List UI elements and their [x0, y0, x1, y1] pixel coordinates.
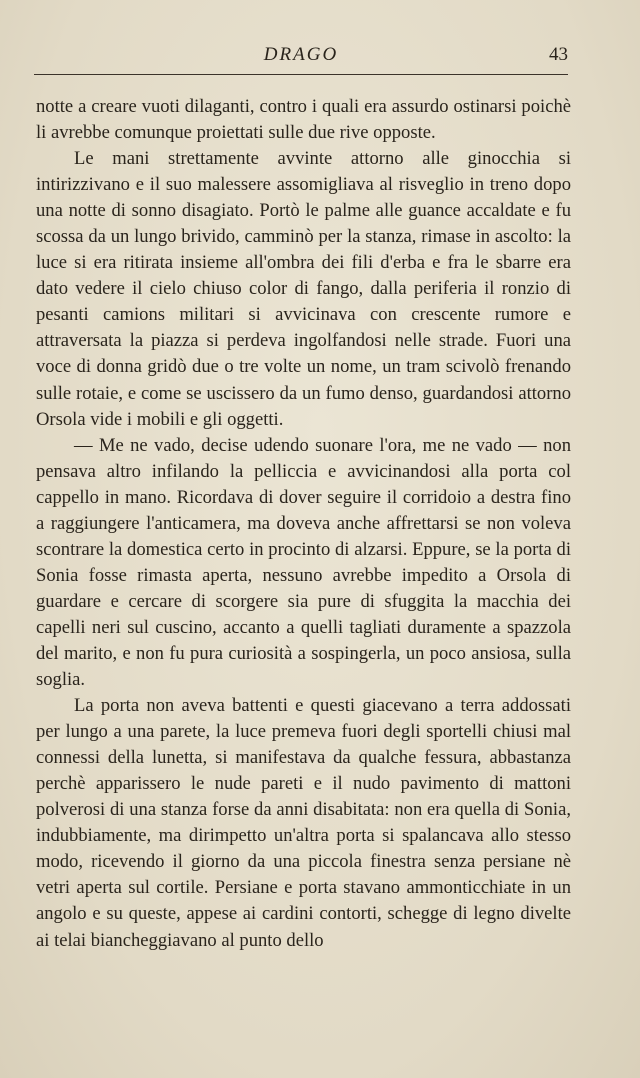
header-rule [34, 74, 568, 75]
running-title: DRAGO [263, 44, 339, 65]
paragraph-3: — Me ne vado, decise udendo suonare l'ora, me ne vado — non pensava altro infilando la pelliccia e avvicinandosi alla porta col cappello in mano. Ricordava di dover seguire il corridoio a destra fino a raggiungere l'anticamera, ma doveva anche affrettarsi se non voleva scontrare la domestica certo in procinto di alzarsi. Eppure, se la porta di Sonia fosse rimasta aperta, nessuno avrebbe impedito a Orsola di guardare e cercare di scorgere sia pure di sfuggita la macchia dei capelli neri sul cuscino, accanto a quelli tagliati duramente a spazzola del marito, e non fu pura curiosità a sospingerla, un poco ansiosa, sulla soglia. [36, 434, 571, 691]
page-number: 43 [549, 44, 568, 65]
body-text [36, 94, 571, 954]
paragraph-1: notte a creare vuoti dilaganti, contro i quali era assurdo ostinarsi poichè li avrebbe comunque proiettati sulle due rive opposte. [36, 96, 571, 144]
page-header [34, 44, 568, 74]
paragraph-2: Le mani strettamente avvinte attorno alle ginocchia si intirizzivano e il suo malessere assomigliava al risveglio in treno dopo una notte di sonno disagiato. Portò le palme alle guance accaldate e fu scossa da un lungo brivido, camminò per la stanza, rimase in ascolto: la luce si era ritirata insieme all'ombra dei fili d'erba e fra le sbarre era dato vedere il cielo chiuso color di fango, dalla periferia il ronzio di pesanti camions militari si avvicinava con crescente rumore e attraversata la piazza si perdeva ingolfandosi nelle strade. Fuori una voce di donna gridò due o tre volte un nome, un tram scivolò frenando sulle rotaie, e come se uscissero da un fumo denso, guardandosi attorno Orsola vide i mobili e gli oggetti. [36, 148, 571, 430]
paragraph-4: La porta non aveva battenti e questi giacevano a terra addossati per lungo a una parete, la luce premeva fuori degli sportelli chiusi mal connessi della lunetta, si manifestava da qualche fessura, abbastanza perchè apparissero le nude pareti e il nudo pavimento di mattoni polverosi di una stanza forse da anni disabitata: non era quella di Sonia, indubbiamente, ma dirimpetto un'altra porta si spalancava allo stesso modo, ricevendo il giorno da una piccola finestra senza persiane nè vetri aperta sul cortile. Persiane e porta stavano ammonticchiate in un angolo e su queste, appese ai cardini contorti, schegge di legno divelte ai telai biancheggiavano al punto dello [36, 695, 571, 951]
